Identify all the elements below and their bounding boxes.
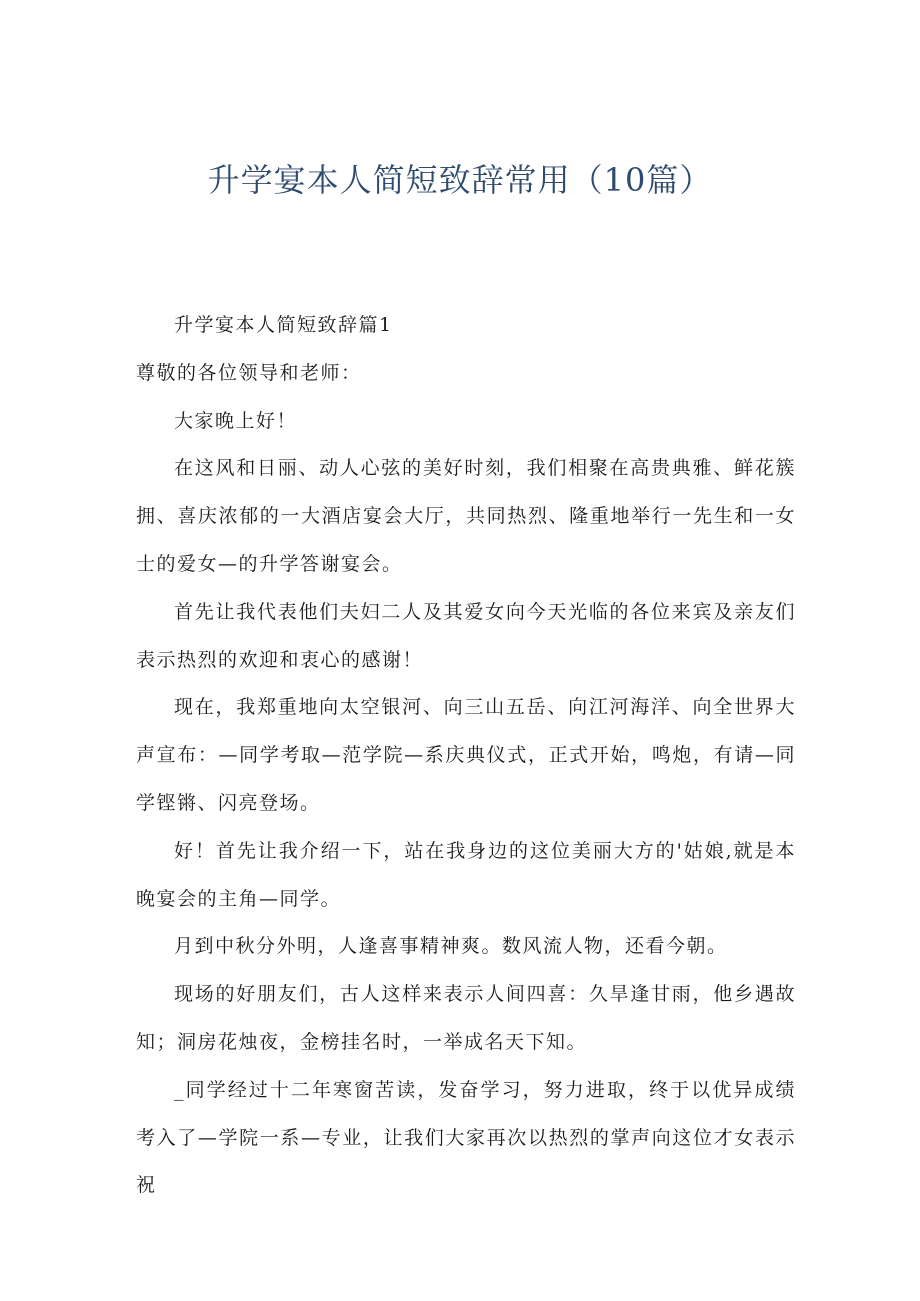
paragraph: 首先让我代表他们夫妇二人及其爱女向今天光临的各位来宾及亲友们表示热烈的欢迎和衷心的感谢！ (136, 600, 796, 671)
paragraph: _同学经过十二年寒窗苦读，发奋学习，努力进取，终于以优异成绩考入了—学院一系—专业，让我们大家再次以热烈的掌声向这位才女表示祝 (136, 1078, 796, 1197)
paragraph: 现在，我郑重地向太空银河、向三山五岳、向江河海洋、向全世界大声宣布：—同学考取—范学院—系庆典仪式，正式开始，鸣炮，有请—同学铿锵、闪亮登场。 (136, 696, 796, 814)
paragraph: 月到中秋分外明，人逢喜事精神爽。数风流人物，还看今朝。 (174, 935, 728, 958)
section-heading: 升学宴本人简短致辞篇1 (174, 314, 393, 336)
paragraph: 好！首先让我介绍一下，站在我身边的这位美丽大方的'姑娘,就是本晚宴会的主角—同学。 (136, 839, 796, 910)
paragraph: 现场的好朋友们，古人这样来表示人间四喜：久旱逢甘雨，他乡遇故知；洞房花烛夜，金榜挂名时，一举成名天下知。 (136, 983, 796, 1053)
salutation: 尊敬的各位领导和老师： (136, 361, 362, 384)
document-title: 升学宴本人简短致辞常用（10篇） (207, 161, 713, 199)
greeting: 大家晚上好！ (174, 409, 298, 432)
document-body (136, 302, 796, 1210)
paragraph: 在这风和日丽、动人心弦的美好时刻，我们相聚在高贵典雅、鲜花簇拥、喜庆浓郁的一大酒店宴会大厅，共同热烈、隆重地举行一先生和一女士的爱女—的升学答谢宴会。 (136, 457, 796, 575)
